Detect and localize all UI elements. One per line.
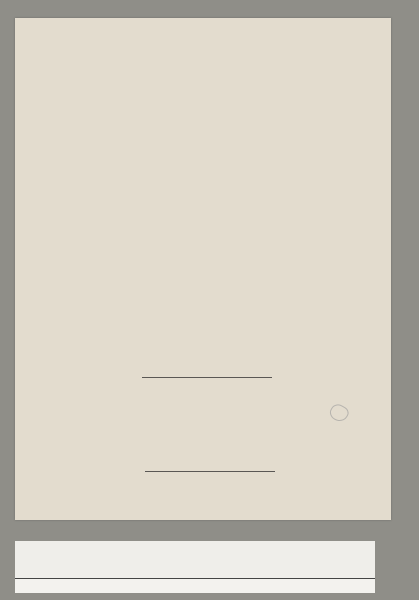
star-name xyxy=(150,299,198,306)
color-calibration-strip xyxy=(15,541,375,592)
star-row xyxy=(150,278,198,285)
star-name xyxy=(150,285,198,292)
star-row xyxy=(150,299,198,306)
star-row xyxy=(150,271,198,278)
mean-all-label xyxy=(87,482,197,490)
color-patches xyxy=(15,541,375,577)
mean-rule xyxy=(145,471,275,472)
star-row xyxy=(150,292,198,299)
star-row xyxy=(150,285,198,292)
column-header xyxy=(171,382,197,390)
table-totals xyxy=(87,474,249,491)
measurement-ruler xyxy=(15,578,375,593)
column-header xyxy=(145,382,171,390)
column-header xyxy=(223,382,249,390)
star-name xyxy=(150,271,198,278)
table-rule xyxy=(142,377,272,378)
mean-value xyxy=(145,474,171,482)
mean-all-row xyxy=(87,482,249,490)
mean-label xyxy=(87,474,145,482)
column-header xyxy=(197,382,223,390)
star-name xyxy=(150,278,198,285)
letter-paper xyxy=(15,18,391,520)
table-header-row xyxy=(87,382,249,390)
mean-value xyxy=(197,474,223,482)
star-name xyxy=(150,292,198,299)
comparison-stars-list xyxy=(150,271,198,306)
mean-value xyxy=(223,474,249,482)
mean-row xyxy=(87,474,249,482)
mean-value xyxy=(171,474,197,482)
